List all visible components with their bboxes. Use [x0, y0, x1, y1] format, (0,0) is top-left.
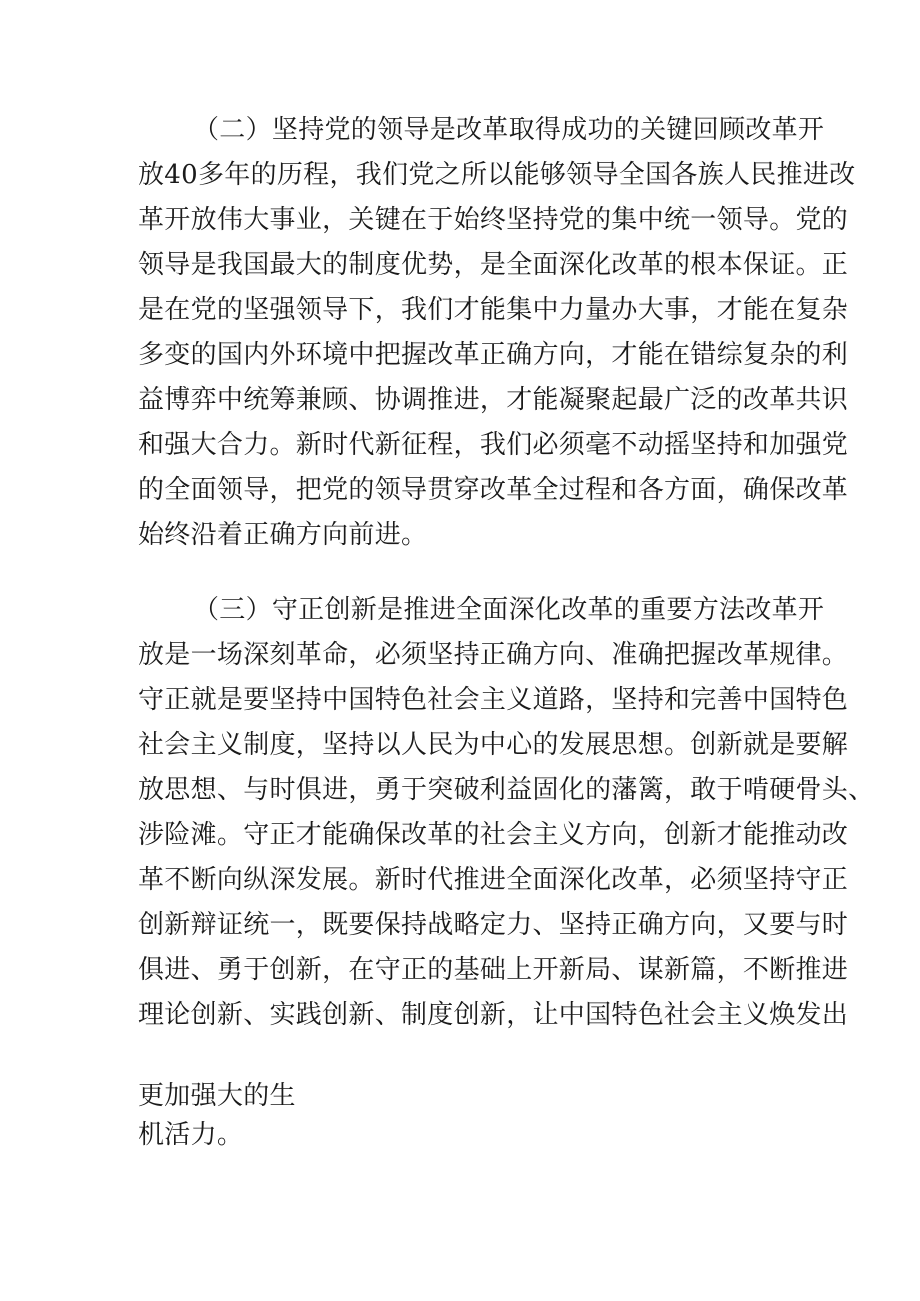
paragraph-line: （二）坚持党的领导是改革取得成功的关键回顾改革开 — [193, 115, 825, 145]
paragraph-line: 的全面领导，把党的领导贯穿改革全过程和各方面，确保改革 — [138, 475, 849, 505]
paragraph-line: 放40多年的历程，我们党之所以能够领导全国各族人民推进改 — [138, 160, 856, 190]
paragraph-line: 和强大合力。新时代新征程，我们必须毫不动摇坚持和加强党 — [138, 430, 849, 460]
paragraph-line: 始终沿着正确方向前进。 — [138, 520, 428, 550]
paragraph-line: 社会主义制度，坚持以人民为中心的发展思想。创新就是要解 — [138, 730, 849, 760]
paragraph-line: 益博弈中统筹兼顾、协调推进，才能凝聚起最广泛的改革共识 — [138, 385, 849, 415]
paragraph-line: 领导是我国最大的制度优势，是全面深化改革的根本保证。正 — [138, 250, 849, 280]
paragraph-line: 多变的国内外环境中把握改革正确方向，才能在错综复杂的利 — [138, 340, 849, 370]
paragraph-line: 涉险滩。守正才能确保改革的社会主义方向，创新才能推动改 — [138, 820, 849, 850]
paragraph-line: 俱进、勇于创新，在守正的基础上开新局、谋新篇，不断推进 — [138, 955, 849, 985]
paragraph-line: 放思想、与时俱进，勇于突破利益固化的藩篱，敢于啃硬骨头、 — [138, 775, 875, 805]
paragraph-line: 是在党的坚强领导下，我们才能集中力量办大事，才能在复杂 — [138, 295, 849, 325]
paragraph-line: 放是一场深刻革命，必须坚持正确方向、准确把握改革规律。 — [138, 640, 849, 670]
paragraph-line: 革不断向纵深发展。新时代推进全面深化改革，必须坚持守正 — [138, 865, 849, 895]
paragraph-line: 创新辩证统一，既要保持战略定力、坚持正确方向，又要与时 — [138, 910, 849, 940]
paragraph-line: 守正就是要坚持中国特色社会主义道路，坚持和完善中国特色 — [138, 685, 849, 715]
tail-line-end: 机活力。 — [138, 1120, 244, 1150]
paragraph-line: 理论创新、实践创新、制度创新，让中国特色社会主义焕发出 — [138, 1000, 849, 1030]
paragraph-innovation — [138, 588, 875, 1038]
tail-line: 更加强大的生 — [138, 1081, 296, 1111]
paragraph-line: （三）守正创新是推进全面深化改革的重要方法改革开 — [193, 595, 825, 625]
paragraph-leadership — [138, 108, 856, 558]
paragraph-tail-end — [138, 1113, 794, 1158]
paragraph-line: 革开放伟大事业，关键在于始终坚持党的集中统一领导。党的 — [138, 205, 849, 235]
